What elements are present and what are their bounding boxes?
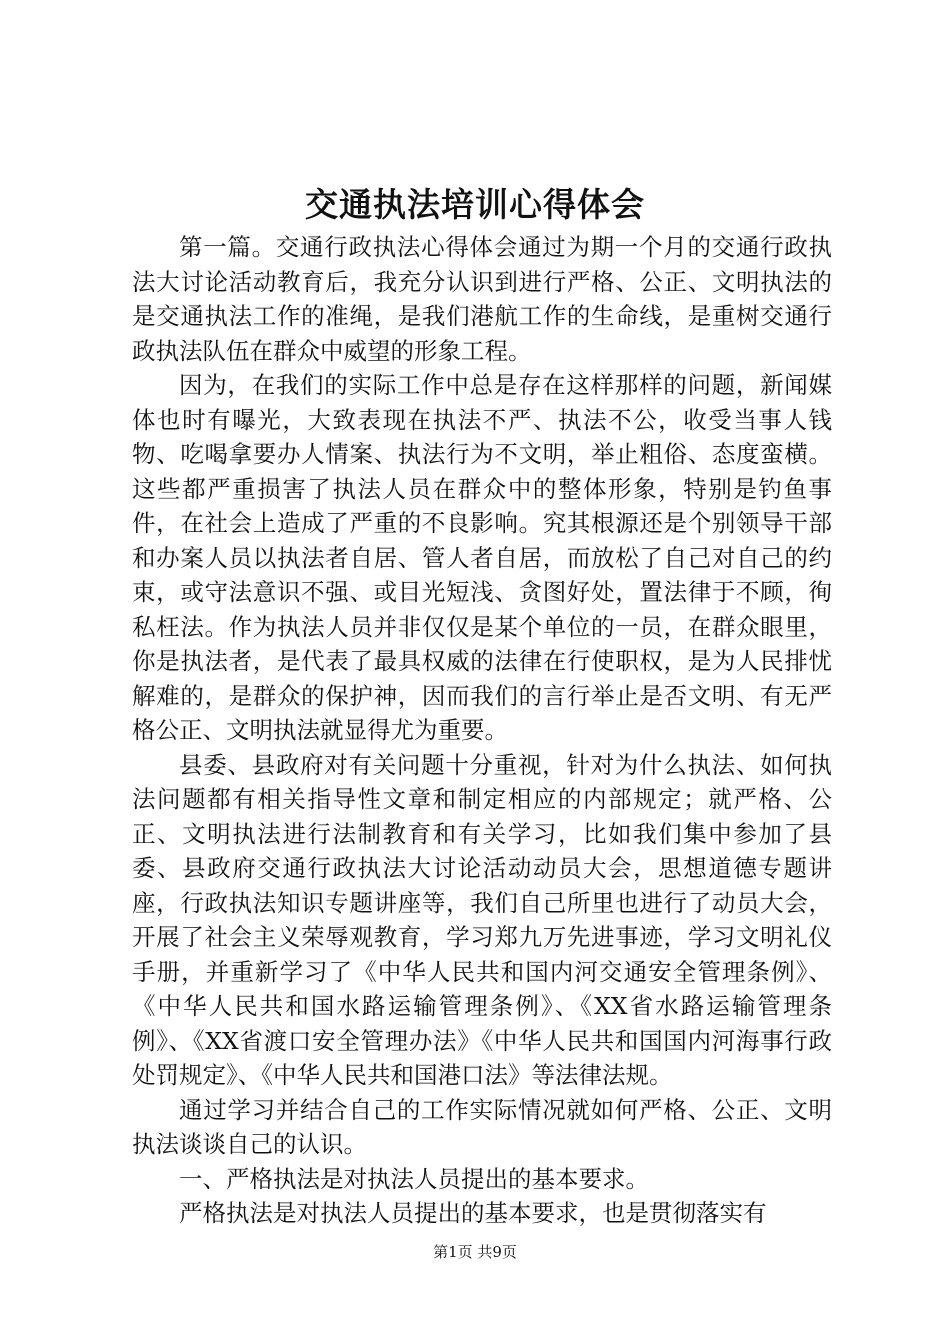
document-body	[132, 230, 832, 1231]
paragraph: 因为，在我们的实际工作中总是存在这样那样的问题，新闻媒体也时有曝光，大致表现在执法不严、执法不公，收受当事人钱物、吃喝拿要办人情案、执法行为不文明，举止粗俗、态度蛮横。这些都严重损害了执法人员在群众中的整体形象，特别是钓鱼事件，在社会上造成了严重的不良影响。究其根源还是个别领导干部和办案人员以执法者自居、管人者自居，而放松了自己对自己的约束，或守法意识不强、或目光短浅、贪图好处，置法律于不顾，徇私枉法。作为执法人员并非仅仅是某个单位的一员，在群众眼里，你是执法者，是代表了最具权威的法律在行使职权，是为人民排忧解难的，是群众的保护神，因而我们的言行举止是否文明、有无严格公正、文明执法就显得尤为重要。	[132, 371, 832, 744]
document-title: 交通执法培训心得体会	[305, 185, 645, 224]
page-footer: 第1页 共9页	[433, 1243, 517, 1261]
paragraph: 县委、县政府对有关问题十分重视，针对为什么执法、如何执法问题都有相关指导性文章和制定相应的内部规定；就严格、公正、文明执法进行法制教育和有关学习，比如我们集中参加了县委、县政府交通行政执法大讨论活动动员大会，思想道德专题讲座，行政执法知识专题讲座等，我们自己所里也进行了动员大会，开展了社会主义荣辱观教育，学习郑九万先进事迹，学习文明礼仪手册，并重新学习了《中华人民共和国内河交通安全管理条例》、《中华人民共和国水路运输管理条例》、《XX省水路运输管理条例》、《XX省渡口安全管理办法》《中华人民共和国国内河海事行政处罚规定》、《中华人民共和国港口法》等法律法规。	[132, 750, 832, 1089]
paragraph: 通过学习并结合自己的工作实际情况就如何严格、公正、文明执法谈谈自己的认识。	[132, 1095, 832, 1158]
section-heading: 一、严格执法是对执法人员提出的基本要求。	[179, 1164, 649, 1193]
paragraph: 严格执法是对执法人员提出的基本要求，也是贯彻落实有	[179, 1199, 767, 1227]
paragraph: 第一篇。交通行政执法心得体会通过为期一个月的交通行政执法大讨论活动教育后，我充分认识到进行严格、公正、文明执法的是交通执法工作的准绳，是我们港航工作的生命线，是重树交通行政执法队伍在群众中威望的形象工程。	[132, 233, 832, 365]
